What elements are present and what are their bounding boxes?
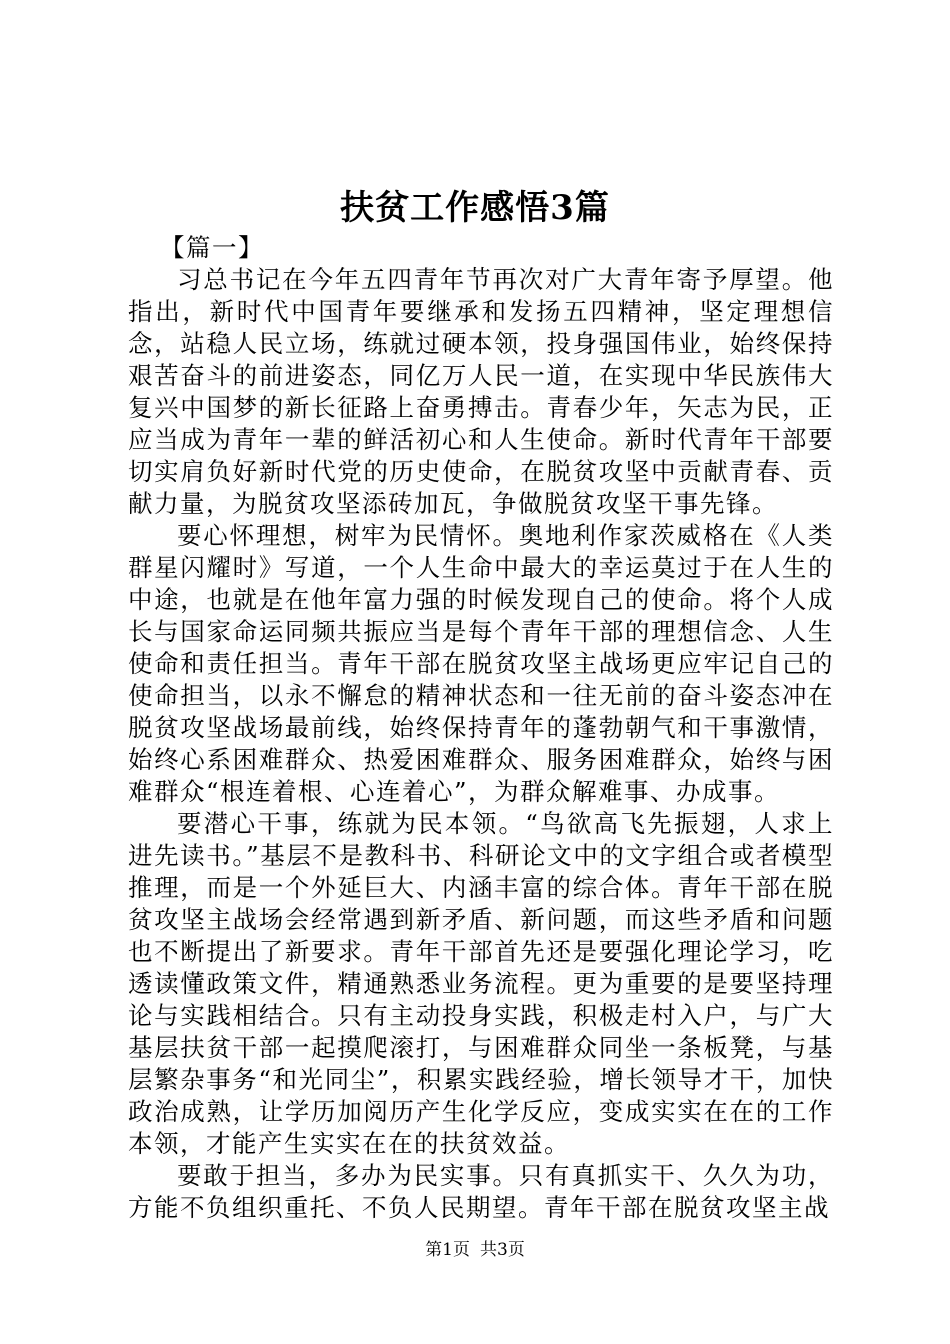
page-number-total: 共3页 bbox=[480, 1240, 525, 1260]
document-body bbox=[128, 232, 834, 1224]
paragraph-2: 要心怀理想，树牢为民情怀。奥地利作家茨威格在《人类群星闪耀时》写道，一个人生命中最大的幸运莫过于在人生的中途，也就是在他年富力强的时候发现自己的使命。将个人成长与国家命运同频共振应当是每个青年干部的理想信念、人生使命和责任担当。青年干部在脱贫攻坚主战场更应牢记自己的使命担当，以永不懈怠的精神状态和一往无前的奋斗姿态冲在脱贫攻坚战场最前线，始终保持青年的蓬勃朝气和干事激情，始终心系困难群众、热爱困难群众、服务困难群众，始终与困难群众“根连着根、心连着心”，为群众解难事、办成事。 bbox=[128, 521, 834, 806]
document-title: 扶贫工作感悟3篇 bbox=[340, 188, 610, 228]
paragraph-4: 要敢于担当，多办为民实事。只有真抓实干、久久为功，方能不负组织重托、不负人民期望。青年干部在脱贫攻坚主战 bbox=[128, 1161, 834, 1222]
paragraph-1: 习总书记在今年五四青年节再次对广大青年寄予厚望。他指出，新时代中国青年要继承和发扬五四精神，坚定理想信念，站稳人民立场，练就过硬本领，投身强国伟业，始终保持艰苦奋斗的前进姿态，同亿万人民一道，在实现中华民族伟大复兴中国梦的新长征路上奋勇搏击。青春少年，矢志为民，正应当成为青年一辈的鲜活初心和人生使命。新时代青年干部要切实肩负好新时代党的历史使命，在脱贫攻坚中贡献青春、贡献力量，为脱贫攻坚添砖加瓦，争做脱贫攻坚干事先锋。 bbox=[128, 265, 834, 518]
page-number-current: 第1页 bbox=[425, 1240, 470, 1260]
page-footer bbox=[0, 1239, 950, 1261]
paragraph-3: 要潜心干事，练就为民本领。“鸟欲高飞先振翅，人求上进先读书。”基层不是教科书、科研论文中的文字组合或者模型推理，而是一个外延巨大、内涵丰富的综合体。青年干部在脱贫攻坚主战场会经常遇到新矛盾、新问题，而这些矛盾和问题也不断提出了新要求。青年干部首先还是要强化理论学习，吃透读懂政策文件，精通熟悉业务流程。更为重要的是要坚持理论与实践相结合。只有主动投身实践，积极走村入户，与广大基层扶贫干部一起摸爬滚打，与困难群众同坐一条板凳，与基层繁杂事务“和光同尘”，积累实践经验，增长领导才干，加快政治成熟，让学历加阅历产生化学反应，变成实实在在的工作本领，才能产生实实在在的扶贫效益。 bbox=[128, 809, 834, 1158]
section-heading: 【篇一】 bbox=[160, 233, 264, 262]
